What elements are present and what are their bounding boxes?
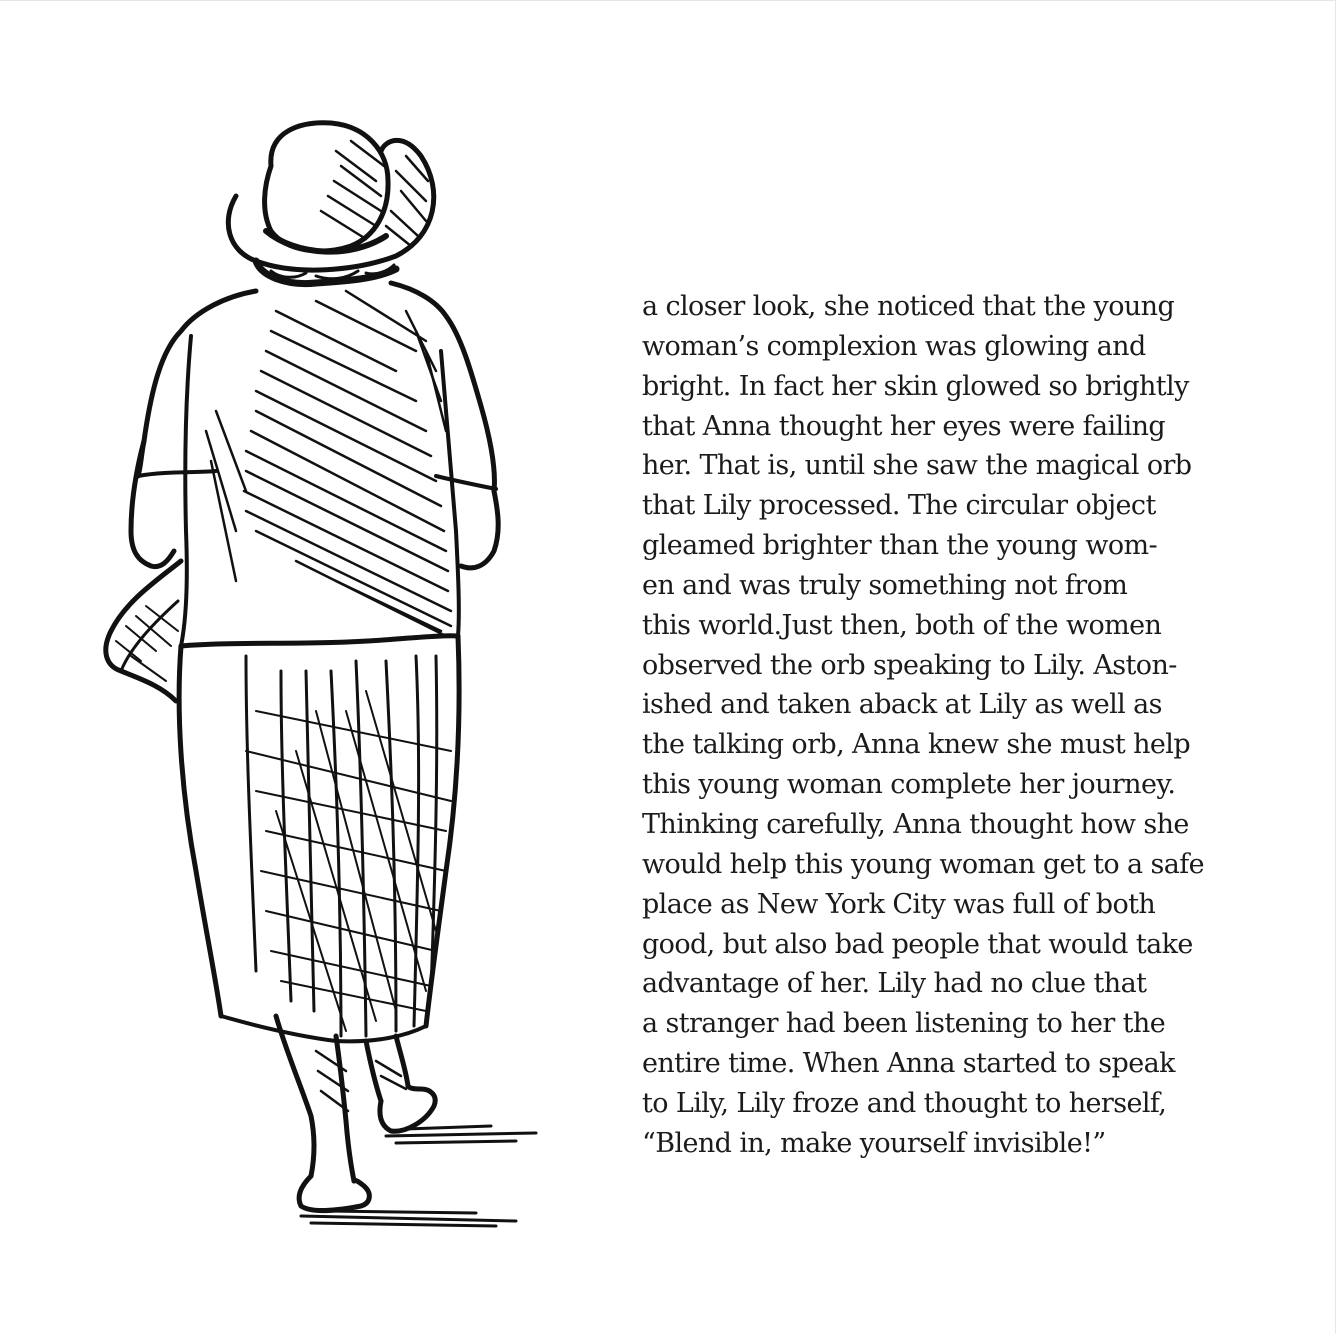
story-line: place as New York City was full of both [642,888,1156,920]
story-line: good, but also bad people that would take [642,928,1193,960]
story-line: woman’s complexion was glowing and [642,330,1146,362]
story-line: Thinking carefully, Anna thought how she [642,808,1189,840]
story-line: that Anna thought her eyes were failing [642,410,1166,442]
story-line: the talking orb, Anna knew she must help [642,729,1190,761]
story-line: this world.Just then, both of the women [642,609,1162,641]
story-line: “Blend in, make yourself invisible!” [642,1127,1106,1159]
story-line: bright. In fact her skin glowed so brightly [642,370,1189,402]
story-line: her. That is, until she saw the magical orb [642,450,1192,482]
story-line: a closer look, she noticed that the young [642,291,1175,322]
story-line: ished and taken aback at Lily as well as [642,689,1162,721]
story-line: entire time. When Anna started to speak [642,1048,1175,1080]
woman-walking-sketch-icon [96,111,556,1241]
story-line: to Lily, Lily froze and thought to herself, [642,1087,1167,1119]
story-line: this young woman complete her journey. [642,769,1176,801]
story-text [642,287,1242,1164]
story-line: that Lily processed. The circular object [642,490,1156,522]
story-line: observed the orb speaking to Lily. Aston- [642,649,1177,681]
story-line: gleamed brighter than the young wom- [642,530,1158,562]
story-line: would help this young woman get to a safe [642,848,1205,880]
story-line: en and was truly something not from [642,569,1128,601]
story-line: a stranger had been listening to her the [642,1008,1166,1040]
story-line: advantage of her. Lily had no clue that [642,968,1147,1000]
